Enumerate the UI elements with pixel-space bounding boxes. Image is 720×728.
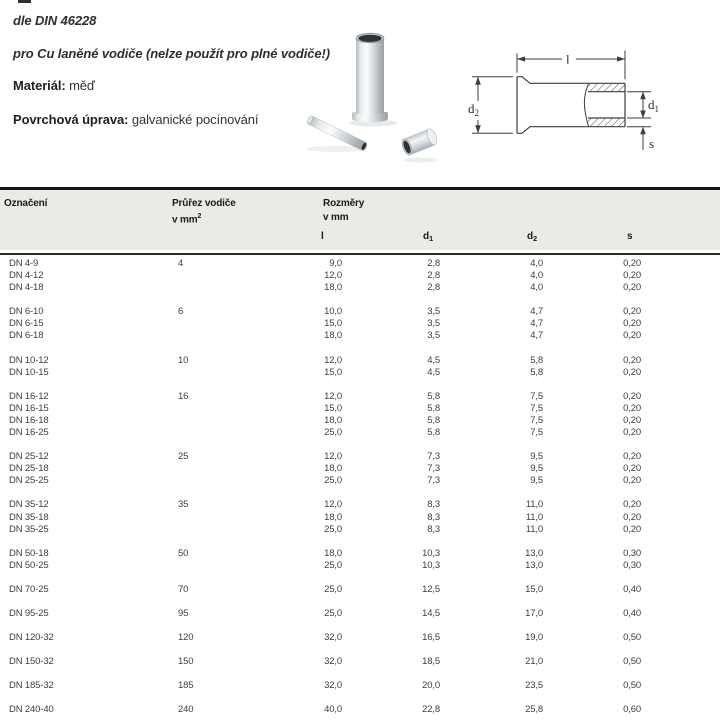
table-row — [0, 367, 720, 379]
table-row — [0, 258, 720, 270]
cell-s: 0,20 — [623, 427, 641, 439]
cell-designation: DN 185-32 — [9, 680, 54, 692]
table-group — [0, 499, 720, 535]
header-cross-section-unit: v $mm^2$ — [172, 213, 202, 226]
table-group — [0, 632, 720, 644]
cell-d2: 4,7 — [530, 318, 543, 330]
cell-s: 0,20 — [623, 499, 641, 511]
cell-designation: DN 150-32 — [9, 656, 54, 668]
cell-cross-section: 25 — [178, 451, 189, 463]
material-value: měď — [69, 78, 95, 93]
cell-d2: 9,5 — [530, 463, 543, 475]
cell-d2: 9,5 — [530, 451, 543, 463]
table-row — [0, 548, 720, 560]
table-row — [0, 355, 720, 367]
cell-s: 0,20 — [623, 258, 641, 269]
cell-s: 0,30 — [623, 559, 641, 571]
standard-reference: dle DIN 46228 — [13, 13, 97, 28]
table-group — [0, 451, 720, 487]
cell-d2: 19,0 — [525, 632, 543, 644]
cell-designation: DN 16-12 — [9, 390, 49, 402]
material-line — [13, 78, 95, 93]
cell-designation: DN 25-25 — [9, 475, 49, 487]
cell-s: 0,20 — [623, 402, 641, 414]
cell-l: 18,0 — [324, 511, 342, 523]
cell-d1: 4,5 — [427, 354, 440, 366]
cell-l: 18,0 — [324, 414, 342, 426]
large-ferrule — [352, 33, 388, 122]
cell-d1: 7,3 — [427, 475, 440, 487]
cell-l: 25,0 — [324, 559, 342, 571]
cell-designation: DN 6-15 — [9, 318, 44, 330]
cell-d1: 2,8 — [427, 258, 440, 269]
table-row — [0, 415, 720, 427]
cell-d2: 13,0 — [525, 547, 543, 559]
label-l: l — [566, 51, 570, 67]
table-row — [0, 704, 720, 716]
cell-d1: 3,5 — [427, 330, 440, 342]
cell-designation: DN 10-12 — [9, 354, 49, 366]
table-row — [0, 403, 720, 415]
surface-value: galvanické pocínování — [131, 112, 259, 127]
cell-l: 25,0 — [324, 583, 342, 595]
cell-s: 0,40 — [623, 607, 641, 619]
cell-d1: 5,8 — [427, 402, 440, 414]
cell-cross-section: 6 — [178, 306, 184, 318]
cell-d1: 7,3 — [427, 463, 440, 475]
cell-designation: DN 16-15 — [9, 402, 49, 414]
table-group — [0, 704, 720, 716]
cell-l: 18,0 — [324, 330, 342, 342]
cell-d1: 7,3 — [427, 451, 440, 463]
cell-d1: 8,3 — [427, 499, 440, 511]
table-group — [0, 355, 720, 379]
dimension-lines — [472, 51, 651, 151]
cell-l: 12,0 — [324, 499, 342, 511]
cell-s: 0,20 — [623, 523, 641, 535]
cell-d2: 4,0 — [530, 282, 543, 294]
cell-s: 0,50 — [623, 680, 641, 692]
cell-cross-section: 95 — [178, 607, 189, 619]
table-row — [0, 451, 720, 463]
cell-l: 25,0 — [324, 427, 342, 439]
table-header-rule — [0, 253, 720, 255]
table-group — [0, 656, 720, 668]
cell-designation: DN 4-18 — [9, 282, 44, 294]
cell-l: 32,0 — [324, 632, 342, 644]
table-group — [0, 584, 720, 596]
cell-s: 0,40 — [623, 583, 641, 595]
cell-l: 10,0 — [324, 306, 342, 318]
table-row — [0, 584, 720, 596]
cell-d1: 18,5 — [422, 656, 440, 668]
table-group — [0, 680, 720, 692]
cell-cross-section: 185 — [178, 680, 194, 692]
surface-line — [13, 112, 258, 127]
cell-designation: DN 6-18 — [9, 330, 44, 342]
cell-l: 32,0 — [324, 680, 342, 692]
cell-designation: DN 16-25 — [9, 427, 49, 439]
cell-designation: DN 240-40 — [9, 704, 54, 716]
table-row — [0, 318, 720, 330]
cell-d1: 5,8 — [427, 414, 440, 426]
table-group — [0, 608, 720, 620]
cell-d2: 4,7 — [530, 330, 543, 342]
cell-l: 15,0 — [324, 318, 342, 330]
cell-s: 0,60 — [623, 704, 641, 716]
cell-designation: DN 50-25 — [9, 559, 49, 571]
cell-d1: 3,5 — [427, 306, 440, 318]
cell-d2: 11,0 — [525, 499, 543, 511]
cell-designation: DN 4-9 — [9, 258, 39, 269]
table-body — [0, 256, 720, 728]
cell-l: 15,0 — [324, 366, 342, 378]
label-d2: $d_2$ — [468, 101, 479, 118]
cell-l: 18,0 — [324, 282, 342, 294]
table-group — [0, 391, 720, 439]
cell-cross-section: 4 — [178, 258, 184, 269]
cell-d2: 21,0 — [525, 656, 543, 668]
header-dimensions-unit: v mm — [323, 212, 349, 223]
cell-d2: 17,0 — [525, 607, 543, 619]
table-row — [0, 512, 720, 524]
cell-d2: 7,5 — [530, 390, 543, 402]
cell-s: 0,20 — [623, 463, 641, 475]
cell-s: 0,20 — [623, 475, 641, 487]
table-row — [0, 270, 720, 282]
cell-d1: 22,8 — [422, 704, 440, 716]
cell-s: 0,20 — [623, 330, 641, 342]
table-row — [0, 499, 720, 511]
cell-s: 0,20 — [623, 511, 641, 523]
cell-s: 0,20 — [623, 354, 641, 366]
cell-l: 12,0 — [324, 270, 342, 282]
cell-d1: 5,8 — [427, 390, 440, 402]
cell-cross-section: 120 — [178, 632, 194, 644]
usage-note: pro Cu laněné vodiče (nelze použít pro plné vodiče!) — [13, 46, 330, 61]
table-row — [0, 656, 720, 668]
cropped-content-artifact — [18, 0, 31, 3]
cell-d2: 5,8 — [530, 354, 543, 366]
cell-d2: 13,0 — [525, 559, 543, 571]
cell-l: 12,0 — [324, 451, 342, 463]
cell-designation: DN 35-25 — [9, 523, 49, 535]
cell-d2: 4,7 — [530, 306, 543, 318]
cell-cross-section: 70 — [178, 583, 189, 595]
dimension-labels — [468, 52, 659, 152]
label-d1: $d_1$ — [648, 97, 659, 114]
cell-l: 32,0 — [324, 656, 342, 668]
cell-d2: 11,0 — [525, 511, 543, 523]
header-d2: $d_2$ — [527, 231, 537, 243]
cell-designation: DN 35-12 — [9, 499, 49, 511]
cell-s: 0,20 — [623, 414, 641, 426]
cell-d2: 4,0 — [530, 258, 543, 269]
cell-s: 0,20 — [623, 282, 641, 294]
cell-l: 9,0 — [329, 258, 342, 269]
cell-d2: 11,0 — [525, 523, 543, 535]
surface-label: Povrchová úprava: — [13, 112, 129, 127]
label-s: s — [649, 136, 655, 151]
cell-l: 25,0 — [324, 475, 342, 487]
table-row — [0, 475, 720, 487]
cell-d1: 4,5 — [427, 366, 440, 378]
small-ferrule — [400, 128, 439, 157]
cell-d1: 2,8 — [427, 270, 440, 282]
cell-s: 0,50 — [623, 656, 641, 668]
cell-d2: 25,8 — [525, 704, 543, 716]
cell-designation: DN 16-18 — [9, 414, 49, 426]
cell-d1: 3,5 — [427, 318, 440, 330]
cell-d2: 7,5 — [530, 427, 543, 439]
cell-d1: 8,3 — [427, 523, 440, 535]
header-s: s — [627, 231, 633, 242]
cell-d2: 4,0 — [530, 270, 543, 282]
cell-d2: 5,8 — [530, 366, 543, 378]
hatch-top — [588, 84, 625, 91]
cell-designation: DN 4-12 — [9, 270, 44, 282]
header-dimensions: Rozměry — [323, 198, 365, 209]
cell-designation: DN 35-18 — [9, 511, 49, 523]
cell-designation: DN 95-25 — [9, 607, 49, 619]
cell-d2: 7,5 — [530, 402, 543, 414]
shadow — [404, 157, 438, 162]
header-designation: Označení — [4, 198, 48, 209]
table-row — [0, 560, 720, 572]
cell-d2: 9,5 — [530, 475, 543, 487]
table-row — [0, 306, 720, 318]
table-group — [0, 258, 720, 294]
cell-l: 40,0 — [324, 704, 342, 716]
cell-s: 0,50 — [623, 632, 641, 644]
cell-s: 0,20 — [623, 306, 641, 318]
table-row — [0, 463, 720, 475]
table-row — [0, 632, 720, 644]
cell-d2: 23,5 — [525, 680, 543, 692]
header-cross-section: Průřez vodiče — [172, 198, 236, 209]
cell-d1: 16,5 — [422, 632, 440, 644]
table-group — [0, 306, 720, 342]
cell-s: 0,20 — [623, 318, 641, 330]
cell-cross-section: 35 — [178, 499, 189, 511]
table-row — [0, 330, 720, 342]
cell-d1: 8,3 — [427, 511, 440, 523]
cell-cross-section: 16 — [178, 390, 189, 402]
cell-l: 25,0 — [324, 523, 342, 535]
cell-l: 18,0 — [324, 547, 342, 559]
table-row — [0, 680, 720, 692]
cell-cross-section: 50 — [178, 547, 189, 559]
dimension-drawing — [462, 28, 717, 178]
table-row — [0, 282, 720, 294]
cell-d2: 15,0 — [525, 583, 543, 595]
cell-designation: DN 50-18 — [9, 547, 49, 559]
cell-d1: 20,0 — [422, 680, 440, 692]
cell-s: 0,20 — [623, 366, 641, 378]
cell-s: 0,30 — [623, 547, 641, 559]
cell-designation: DN 25-12 — [9, 451, 49, 463]
cell-d1: 2,8 — [427, 282, 440, 294]
cell-designation: DN 70-25 — [9, 583, 49, 595]
table-group — [0, 548, 720, 572]
cell-d1: 10,3 — [422, 559, 440, 571]
cell-designation: DN 6-10 — [9, 306, 44, 318]
cell-designation: DN 120-32 — [9, 632, 54, 644]
cell-l: 18,0 — [324, 463, 342, 475]
table-header — [0, 190, 720, 250]
product-photo — [295, 18, 465, 168]
cell-designation: DN 10-15 — [9, 366, 49, 378]
cell-l: 12,0 — [324, 390, 342, 402]
table-row — [0, 427, 720, 439]
cell-cross-section: 240 — [178, 704, 194, 716]
cell-s: 0,20 — [623, 270, 641, 282]
table-row — [0, 608, 720, 620]
header-l: l — [321, 231, 324, 242]
hatch-bottom — [588, 118, 625, 126]
table-row — [0, 391, 720, 403]
cell-designation: DN 25-18 — [9, 463, 49, 475]
cell-d1: 14,5 — [422, 607, 440, 619]
cell-cross-section: 10 — [178, 354, 189, 366]
material-label: Materiál: — [13, 78, 66, 93]
cell-s: 0,20 — [623, 390, 641, 402]
cell-l: 25,0 — [324, 607, 342, 619]
cell-cross-section: 150 — [178, 656, 194, 668]
cell-l: 12,0 — [324, 354, 342, 366]
cell-d1: 10,3 — [422, 547, 440, 559]
header-d1: $d_1$ — [423, 231, 433, 243]
cell-d2: 7,5 — [530, 414, 543, 426]
cell-l: 15,0 — [324, 402, 342, 414]
cell-d1: 5,8 — [427, 427, 440, 439]
cell-d1: 12,5 — [422, 583, 440, 595]
cell-s: 0,20 — [623, 451, 641, 463]
table-row — [0, 524, 720, 536]
